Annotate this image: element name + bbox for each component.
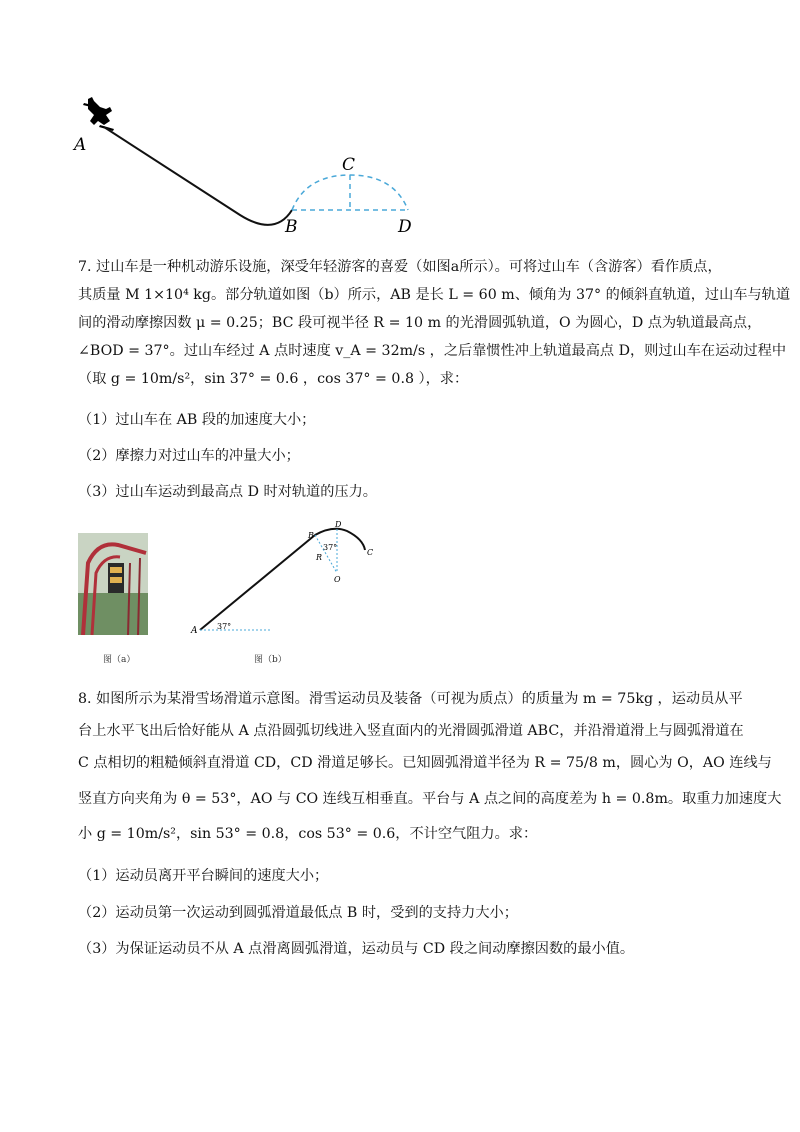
- fig-b-caption: 图（b）: [254, 655, 287, 665]
- b-label-b: B: [308, 531, 314, 540]
- b-label-angle-top: 37°: [323, 543, 338, 552]
- ski-track-figure: [70, 95, 430, 240]
- q7-line-3: 间的滑动摩擦因数 μ = 0.25；BC 段可视半径 R = 10 m 的光滑圆弧轨道，O 为圆心，D 点为轨道最高点，: [78, 315, 762, 331]
- b-label-c: C: [367, 548, 374, 557]
- label-c: C: [342, 155, 356, 175]
- label-b: B: [285, 217, 298, 237]
- q8-sub-1: （1）运动员离开平台瞬间的速度大小；: [78, 868, 329, 884]
- incline-track: [200, 535, 315, 630]
- q7-line-5: （取 g = 10m/s²，sin 37° = 0.6 ，cos 37° = 0.8 ），求：: [78, 371, 469, 387]
- q8-line-4: 竖直方向夹角为 θ = 53°，AO 与 CO 连线互相垂直。平台与 A 点之间的高度差为 h = 0.8m。取重力加速度大: [78, 791, 782, 807]
- q8-line-5: 小 g = 10m/s²，sin 53° = 0.8，cos 53° = 0.6，不计空气阻力。求：: [78, 826, 538, 842]
- q8-line-2: 台上水平飞出后恰好能从 A 点沿圆弧切线进入竖直面内的光滑圆弧滑道 ABC，并沿滑道滑上与圆弧滑道在: [78, 723, 744, 739]
- b-label-a: A: [191, 626, 198, 636]
- q7-line-4: ∠BOD = 37°。过山车经过 A 点时速度 v_A = 32m/s ，之后靠惯性冲上轨道最高点 D，则过山车在运动过程中: [78, 343, 787, 359]
- b-label-o: O: [334, 575, 341, 584]
- q7-sub-1: （1）过山车在 AB 段的加速度大小；: [78, 412, 316, 428]
- label-d: D: [398, 217, 412, 237]
- b-label-r: R: [316, 553, 323, 562]
- slope-curve: [104, 127, 292, 225]
- q7-line-2: 其质量 M 1×10⁴ kg。部分轨道如图（b）所示，AB 是长 L = 60 m、倾角为 37° 的倾斜直轨道，过山车与轨道: [78, 287, 791, 303]
- fig-a-caption: 图（a）: [103, 655, 136, 665]
- q8-line-1: 8. 如图所示为某滑雪场滑道示意图。滑雪运动员及装备（可视为质点）的质量为 m = 75kg ，运动员从平: [78, 691, 743, 707]
- q8-sub-3: （3）为保证运动员不从 A 点滑离圆弧滑道，运动员与 CD 段之间动摩擦因数的最小值。: [78, 941, 635, 957]
- roller-coaster-photo: [78, 533, 148, 635]
- b-label-angle-bottom: 37°: [217, 622, 232, 631]
- q8-sub-2: （2）运动员第一次运动到圆弧滑道最低点 B 时，受到的支持力大小；: [78, 905, 518, 921]
- b-label-d: D: [335, 520, 342, 529]
- q8-line-3: C 点相切的粗糙倾斜直滑道 CD，CD 滑道足够长。已知圆弧滑道半径为 R = 75/8 m，圆心为 O，AO 连线与: [78, 755, 772, 771]
- q7-sub-2: （2）摩擦力对过山车的冲量大小；: [78, 448, 300, 464]
- q7-sub-3: （3）过山车运动到最高点 D 时对轨道的压力。: [78, 484, 377, 500]
- skier-icon: [83, 97, 114, 131]
- label-a: A: [74, 135, 87, 155]
- track-diagram-b: [185, 515, 385, 640]
- q7-line-1: 7. 过山车是一种机动游乐设施，深受年轻游客的喜爱（如图a所示）。可将过山车（含游客）看作质点，: [78, 259, 722, 275]
